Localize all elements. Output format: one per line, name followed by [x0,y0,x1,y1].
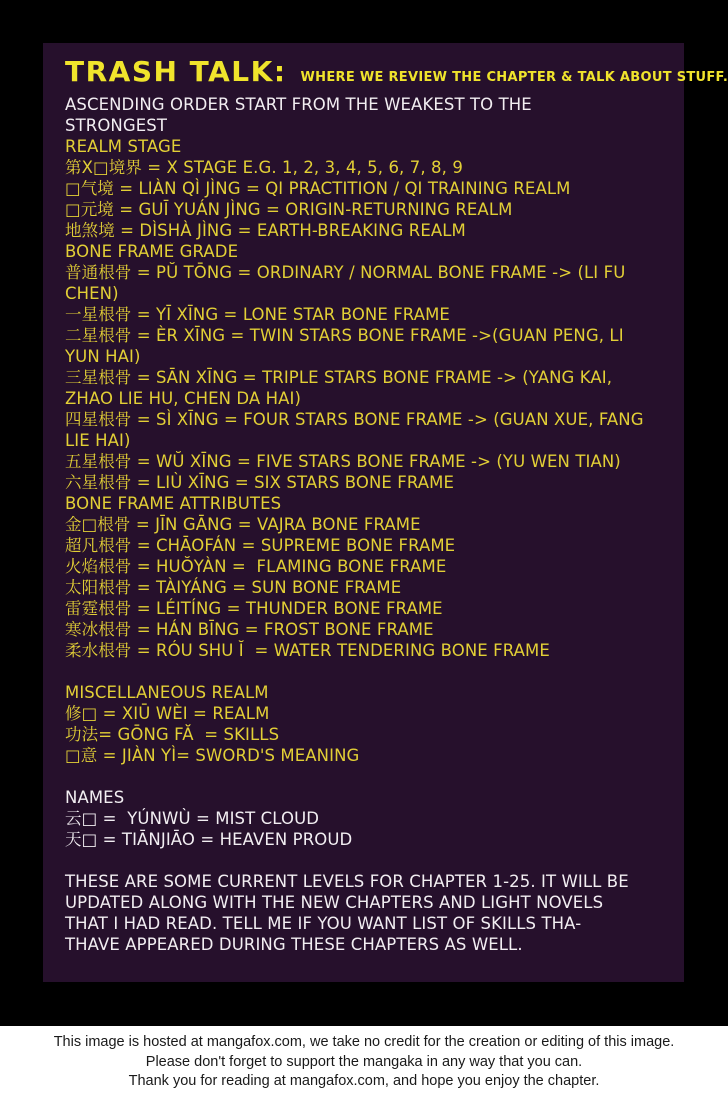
hosting-footer [0,1026,728,1095]
text-line: 寒冰根骨 = HÁN BĪNG = FROST BONE FRAME [65,620,434,639]
text-line: 太阳根骨 = TÀIYÁNG = SUN BONE FRAME [65,578,402,597]
text-line: LIE HAI) [65,431,131,450]
text-line: 修□ = XIŪ WÈI = REALM [65,704,270,723]
text-line: 柔水根骨 = RÓU SHU Ĭ = WATER TENDERING BONE FRAME [65,641,550,660]
text-line [65,850,684,871]
trash-talk-panel [43,43,728,982]
text-line: 火焰根骨 = HUŎYÀN = FLAMING BONE FRAME [65,557,447,576]
text-line [65,766,684,787]
text-line: 普通根骨 = PŬ TŌNG = ORDINARY / NORMAL BONE FRAME -> (LI FU [65,263,626,282]
text-line: 天□ = TIĀNJIĀO = HEAVEN PROUD [65,830,353,849]
text-line: 雷霆根骨 = LÉITÍNG = THUNDER BONE FRAME [65,599,443,618]
text-line: 六星根骨 = LIÙ XĪNG = SIX STARS BONE FRAME [65,473,455,492]
text-line: NAMES [65,788,125,807]
text-line: 金□根骨 = JĪN GĀNG = VAJRA BONE FRAME [65,515,421,534]
text-line: REALM STAGE [65,137,182,156]
text-line: THAT I HAD READ. TELL ME IF YOU WANT LIST OF SKILLS THA- [65,914,582,933]
text-line: BONE FRAME GRADE [65,242,239,261]
text-line: 三星根骨 = SĀN XĪNG = TRIPLE STARS BONE FRAME -> (YANG KAI, [65,368,613,387]
text-line: 地煞境 = DÌSHÀ JÌNG = EARTH-BREAKING REALM [65,221,466,240]
text-line: 超凡根骨 = CHĀOFÁN = SUPREME BONE FRAME [65,536,456,555]
page-title: TRASH TALK: [65,55,287,88]
text-line: MISCELLANEOUS REALM [65,683,269,702]
text-line: STRONGEST [65,116,168,135]
text-line: UPDATED ALONG WITH THE NEW CHAPTERS AND LIGHT NOVELS [65,893,604,912]
footer-line-thanks: Thank you for reading at mangafox.com, and hope you enjoy the chapter. [128,1073,600,1089]
footer-line-hosting: This image is hosted at mangafox.com, we take no credit for the creation or editing of this image. [53,1034,675,1050]
text-line: BONE FRAME ATTRIBUTES [65,494,282,513]
text-line: 五星根骨 = WŬ XĪNG = FIVE STARS BONE FRAME -> (YU WEN TIAN) [65,452,621,471]
page-subtitle: WHERE WE REVIEW THE CHAPTER & TALK ABOUT STUFF. [300,70,728,85]
text-line: THAVE APPEARED DURING THESE CHAPTERS AS WELL. [65,935,523,954]
text-line: 一星根骨 = YĪ XĪNG = LONE STAR BONE FRAME [65,305,450,324]
text-line: 第X□境界 = X STAGE E.G. 1, 2, 3, 4, 5, 6, 7, 8, 9 [65,158,463,177]
title-row [65,55,728,88]
text-line: YUN HAI) [65,347,141,366]
text-line: 功法= GŌNG FĂ = SKILLS [65,725,280,744]
text-line: 四星根骨 = SÌ XĪNG = FOUR STARS BONE FRAME -> (GUAN XUE, FANG [65,410,644,429]
text-line: 二星根骨 = ÈR XĪNG = TWIN STARS BONE FRAME ->(GUAN PENG, LI [65,326,624,345]
text-line: THESE ARE SOME CURRENT LEVELS FOR CHAPTER 1-25. IT WILL BE [65,872,629,891]
text-line: 云□ = YÚNWÙ = MIST CLOUD [65,809,320,828]
text-line: □气境 = LIÀN QÌ JÌNG = QI PRACTITION / QI TRAINING REALM [65,179,571,198]
footer-line-support: Please don't forget to support the mangaka in any way that you can. [145,1053,583,1070]
panel-text-lines [65,94,684,955]
text-line [65,661,684,682]
text-line: □元境 = GUĪ YUÁN JÌNG = ORIGIN-RETURNING REALM [65,200,513,219]
text-line: ASCENDING ORDER START FROM THE WEAKEST TO THE [65,95,532,114]
text-line: CHEN) [65,284,119,303]
text-line: □意 = JIÀN YÌ= SWORD'S MEANING [65,746,360,765]
text-line: ZHAO LIE HU, CHEN DA HAI) [65,389,302,408]
